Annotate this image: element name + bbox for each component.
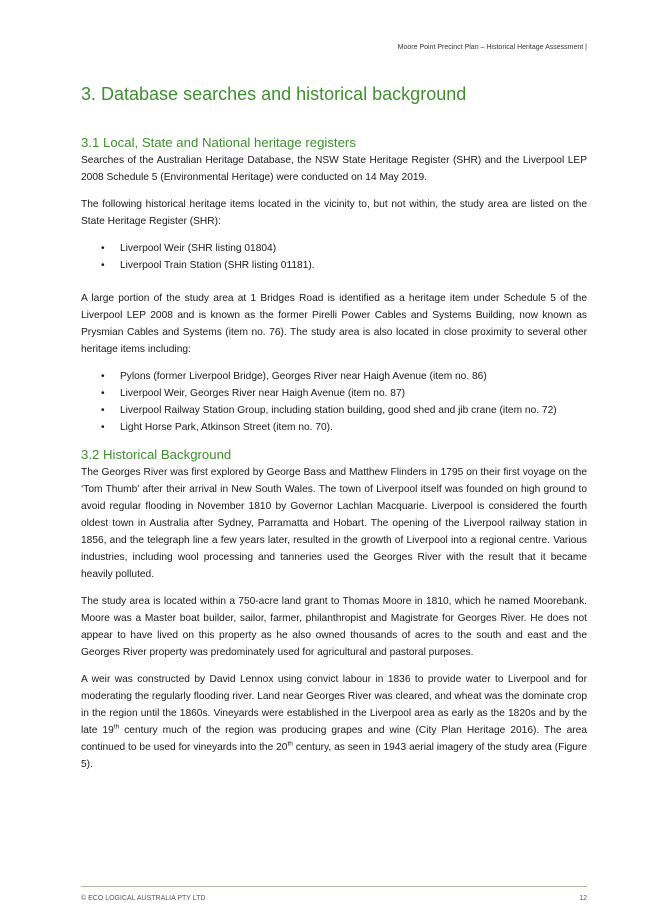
list-item-text: Pylons (former Liverpool Bridge), Georges River near Haigh Avenue (item no. 86) xyxy=(120,371,487,382)
subsection-heading-historical: 3.2 Historical Background xyxy=(81,447,232,462)
paragraph-database-searches: Searches of the Australian Heritage Database, the NSW State Heritage Register (SHR) and the Liverpool LEP 2008 Schedule 5 (Environmental Heritage) were conducted on 14 May 2019. xyxy=(81,155,587,183)
list-item-text: Liverpool Railway Station Group, including station building, good shed and jib crane (item no. 72) xyxy=(120,405,557,416)
paragraph-shr-intro: The following historical heritage items located in the vicinity to, but not within, the study area are listed on the State Heritage Register (SHR): xyxy=(81,199,587,227)
list-item-text: Liverpool Weir (SHR listing 01804) xyxy=(120,243,277,254)
footer-copyright: © ECO LOGICAL AUSTRALIA PTY LTD xyxy=(81,895,206,902)
section-heading: 3. Database searches and historical background xyxy=(81,84,467,104)
list-item xyxy=(81,240,587,257)
lep-items-list xyxy=(81,368,587,436)
running-header: Moore Point Precinct Plan – Historical Heritage Assessment | xyxy=(397,44,587,51)
bullet-icon: • xyxy=(101,422,105,433)
list-item-text: Liverpool Weir, Georges River near Haigh Avenue (item no. 87) xyxy=(120,388,406,399)
page-content xyxy=(81,82,587,783)
list-item xyxy=(81,419,587,436)
text-run: A weir was constructed by David Lennox using convict labour in 1836 to provide water to Liverpool and for moderating the regularly flooding river. Land near Georges River was cleared, and wheat was the dominate crop in the region until the 1860s. Vineyards were established in the Liverpool area as early as the 1820s and by the late 19 xyxy=(81,674,587,736)
bullet-icon: • xyxy=(101,243,105,254)
bullet-icon: • xyxy=(101,371,105,382)
paragraph-weir-vineyards xyxy=(81,671,587,773)
paragraph-lep-heritage: A large portion of the study area at 1 Bridges Road is identified as a heritage item under Schedule 5 of the Liverpool LEP 2008 and is known as the former Pirelli Power Cables and Systems Building, now known as Prysmian Cables and Systems (item no. 76). The study area is also located in close proximity to several other heritage items including: xyxy=(81,293,587,355)
page-number: 12 xyxy=(579,895,587,902)
text-run: century much of the region was producing grapes and wine (City Plan Heritage 2016). The area continued to be used for vineyards into the 20 xyxy=(81,725,587,753)
list-item-text: Light Horse Park, Atkinson Street (item no. 70). xyxy=(120,422,333,433)
footer-divider xyxy=(81,886,587,887)
shr-items-list xyxy=(81,240,587,274)
list-item xyxy=(81,402,587,419)
superscript: th xyxy=(113,723,120,731)
bullet-icon: • xyxy=(101,260,105,271)
subsection-heading-registers: 3.1 Local, State and National heritage registers xyxy=(81,135,356,150)
bullet-icon: • xyxy=(101,405,105,416)
bullet-icon: • xyxy=(101,388,105,399)
text-run: century, as seen in 1943 aerial imagery of the study area (Figure 5). xyxy=(81,742,587,770)
list-item-text: Liverpool Train Station (SHR listing 01181). xyxy=(120,260,315,271)
list-item xyxy=(81,257,587,274)
paragraph-georges-river: The Georges River was first explored by George Bass and Matthew Flinders in 1795 on their first voyage on the ‘Tom Thumb’ after their arrival in New South Wales. The town of Liverpool itself was founded on high ground to avoid regular flooding in November 1810 by Governor Lachlan Macquarie. Liverpool is considered the fourth oldest town in Australia after Sydney, Parramatta and Hobart. The opening of the Liverpool railway station in 1856, and the telegraph line a few years later, resulted in the growth of Liverpool into a regional centre. Various industries, including wool processing and tanneries used the Georges River with the result that it became heavily polluted. xyxy=(81,467,587,580)
paragraph-land-grant: The study area is located within a 750-acre land grant to Thomas Moore in 1810, which he named Moorebank. Moore was a Master boat builder, sailor, farmer, philanthropist and Magistrate for Georges River. He does not appear to have lived on this property as he also owned thousands of acres to the south and east and the Georges River property was predominately used for agricultural and pastoral purposes. xyxy=(81,596,587,658)
superscript: th xyxy=(287,740,293,748)
list-item xyxy=(81,368,587,385)
list-item xyxy=(81,385,587,402)
